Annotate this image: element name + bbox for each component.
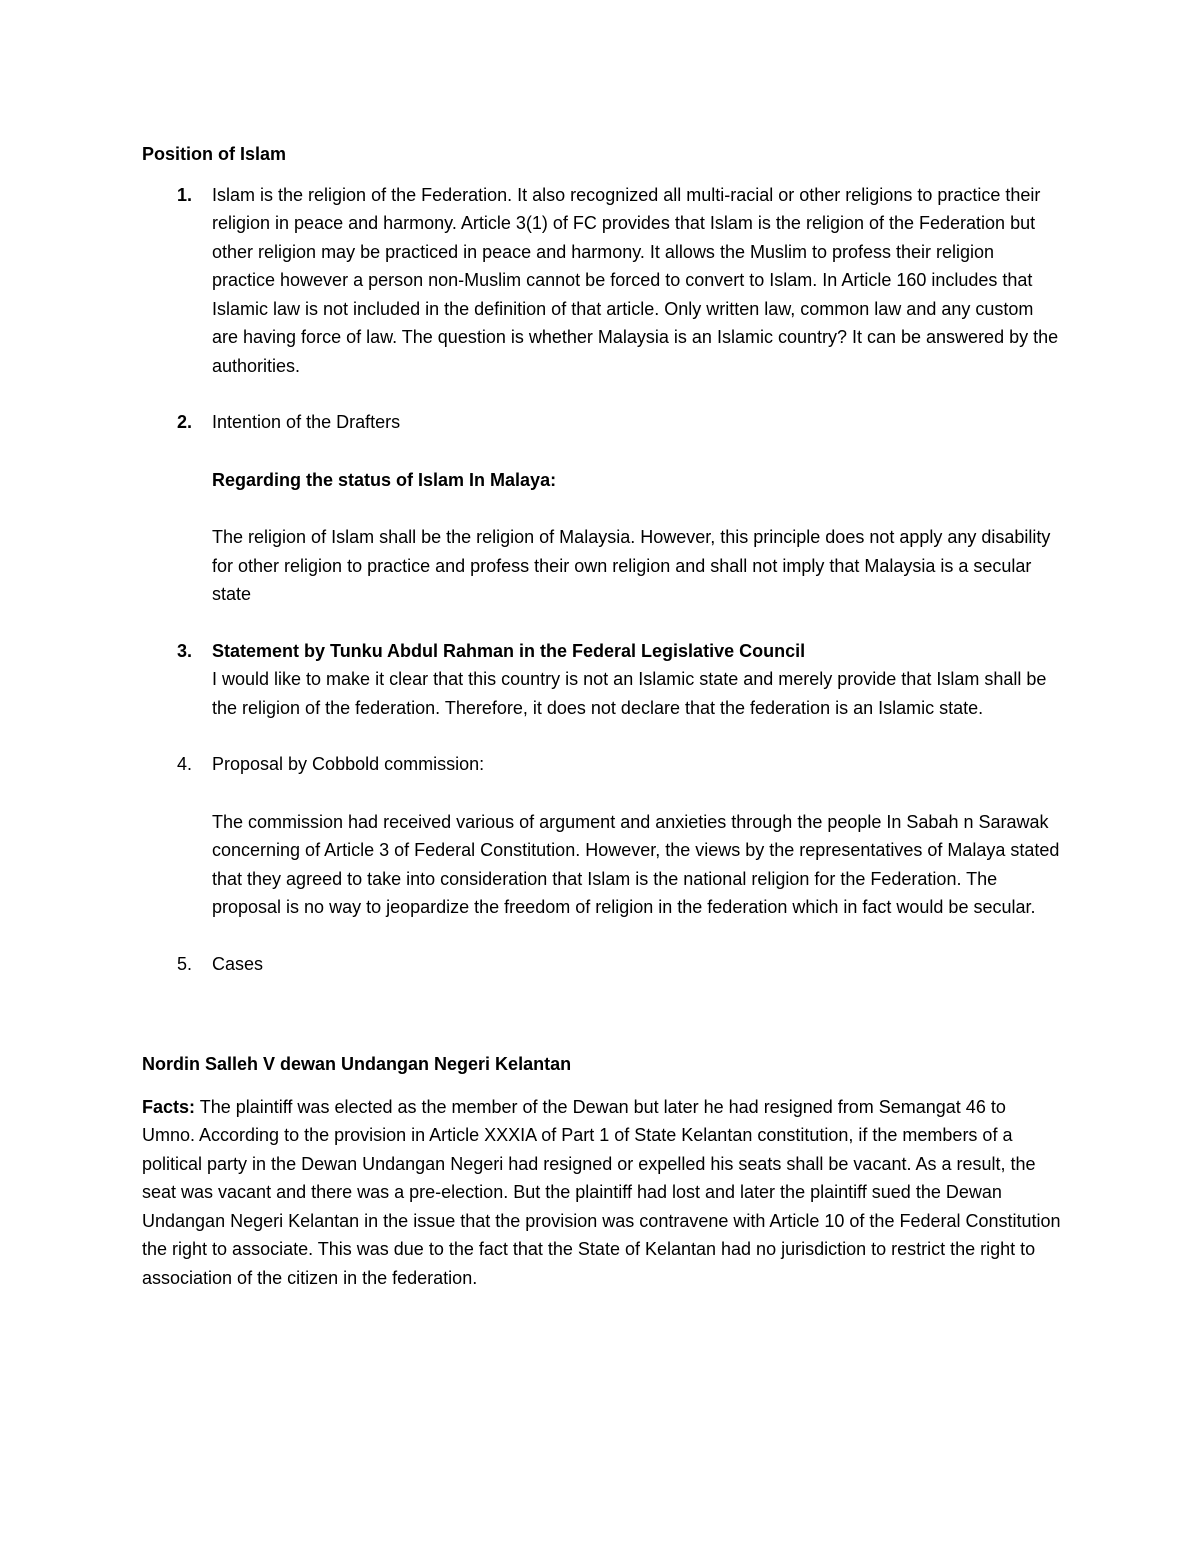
list-number: 3. [177, 640, 193, 661]
item-3-body: I would like to make it clear that this country is not an Islamic state and merely provide that Islam shall be the religion of the federation. Therefore, it does not declare that the federation is an Islamic state. [212, 669, 1047, 718]
item-2-text: Intention of the Drafters [212, 412, 401, 432]
numbered-list [142, 181, 1062, 979]
document-body [142, 140, 1062, 1292]
list-number: 1. [177, 184, 193, 205]
case-title: Nordin Salleh V dewan Undangan Negeri Kelantan [142, 1054, 572, 1074]
list-item-5 [142, 950, 1062, 979]
list-number: 5. [177, 953, 193, 974]
item-5-text: Cases [212, 953, 264, 974]
list-item-2 [142, 408, 1062, 609]
item-3-heading: Statement by Tunku Abdul Rahman in the Federal Legislative Council [212, 640, 806, 661]
facts-label: Facts: [142, 1096, 196, 1117]
list-number: 2. [177, 412, 193, 432]
item-2-subheading: Regarding the status of Islam In Malaya: [212, 469, 557, 490]
list-number: 4. [177, 754, 193, 774]
document-title: Position of Islam [142, 144, 287, 164]
item-4-text: Proposal by Cobbold commission: [212, 754, 485, 774]
case-facts [142, 1093, 1062, 1293]
list-item-4 [142, 750, 1062, 922]
facts-text: The plaintiff was elected as the member of the Dewan but later he had resigned from Semangat 46 to Umno. According to the provision in Article XXXIA of Part 1 of State Kelantan constitution, if the members of a political party in the Dewan Undangan Negeri had resigned or expelled his seats shall be vacant. As a result, the seat was vacant and there was a pre-election. But the plaintiff had lost and later the plaintiff sued the Dewan Undangan Negeri Kelantan in the issue that the provision was contravene with Article 10 of the Federal Constitution the right to associate. This was due to the fact that the State of Kelantan had no jurisdiction to restrict the right to association of the citizen in the federation. [142, 1096, 1061, 1288]
list-item-3 [142, 637, 1062, 723]
list-item-1 [142, 181, 1062, 381]
item-1-text: Islam is the religion of the Federation. It also recognized all multi-racial or other religions to practice their religion in peace and harmony. Article 3(1) of FC provides that Islam is the religion of the Federation but other religion may be practiced in peace and harmony. It allows the Muslim to profess their religion practice however a person non-Muslim cannot be forced to convert to Islam. In Article 160 includes that Islamic law is not included in the definition of that article. Only written law, common law and any custom are having force of law. The question is whether Malaysia is an Islamic country? It can be answered by the authorities. [212, 184, 1059, 376]
item-4-body: The commission had received various of argument and anxieties through the people In Sabah n Sarawak concerning of Article 3 of Federal Constitution. However, the views by the representatives of Malaya stated that they agreed to take into consideration that Islam is the national religion for the Federation. The proposal is no way to jeopardize the freedom of religion in the federation which in fact would be secular. [212, 811, 1060, 917]
item-2-body: The religion of Islam shall be the religion of Malaysia. However, this principle does not apply any disability for other religion to practice and profess their own religion and shall not imply that Malaysia is a secular state [212, 527, 1051, 604]
